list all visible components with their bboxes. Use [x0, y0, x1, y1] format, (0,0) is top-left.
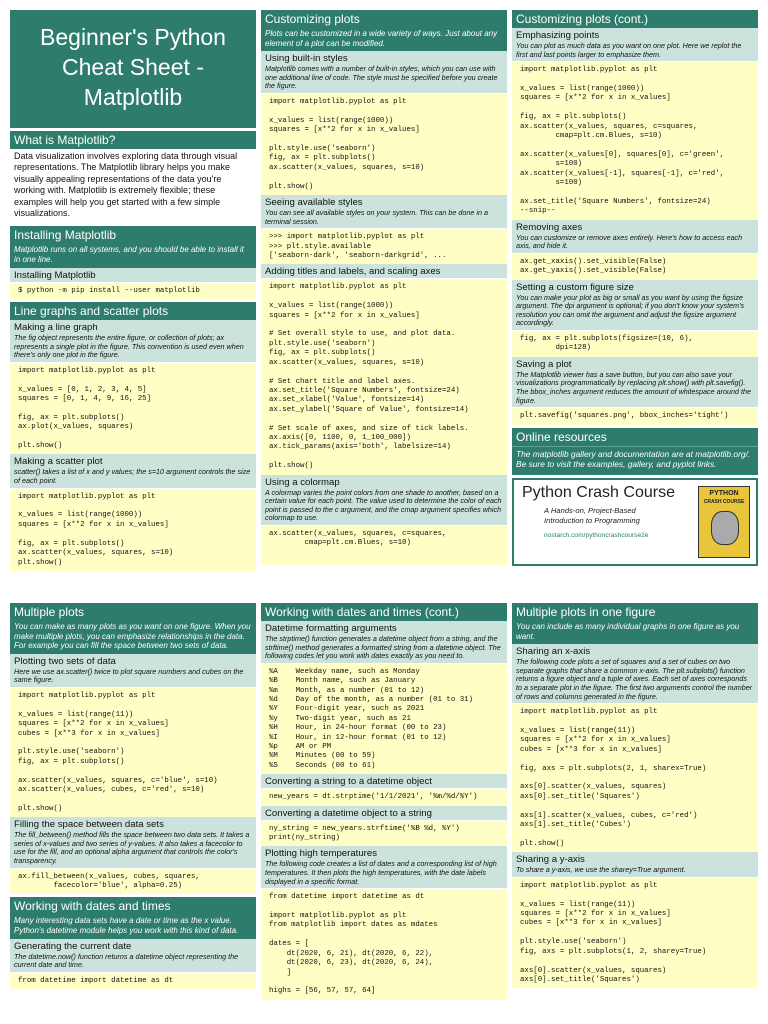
dt-to-str-code: ny_string = new_years.strftime('%B %d, %Y') print(ny_string) [261, 820, 507, 847]
dates-intro: Many interesting data sets have a date or time as the x value. Python's datetime module helps you work with this kind of data. [10, 915, 256, 938]
page-title: Beginner's Python Cheat Sheet - Matplotlib [10, 10, 256, 128]
sharing-y-sub: Sharing a y-axis [512, 852, 758, 866]
column-1-bottom [10, 603, 256, 989]
what-body: Data visualization involves exploring data through visual representations. The Matplotlib library helps you make visually appealing representations of the data you're working with. Matplotlib is extremely flexible; these examples will help you get started with a few simple visualizations. [10, 149, 256, 223]
multiple-plots-heading: Multiple plots [10, 603, 256, 621]
high-temps-code: from datetime import datetime as dt import matplotlib.pyplot as plt from matplotlib import dates as mdates dates = [ dt(2020, 6, 21), dt(2020, 6, 22), dt(2020, 6, 23), dt(2020, 6, 24), ] highs = [56, 57, 57, 64] [261, 888, 507, 999]
figsize-sub: Setting a custom figure size [512, 280, 758, 294]
plotting-two-code: import matplotlib.pyplot as plt x_values = list(range(11)) squares = [x**2 for x in x_values] cubes = [x**3 for x in x_values] plt.style.use('seaborn') fig, ax = plt.subplots() ax.scatter(x_values, squares, c='blue', s=10) ax.scatter(x_values, cubes, c='red', s=10) plt.show() [10, 687, 256, 817]
making-scatter-desc: scatter() takes a list of x and y values; the s=10 argument controls the size of each point. [10, 468, 256, 487]
figsize-desc: You can make your plot as big or small as you want by using the figsize argument. The dpi argument is optional; if you don't know your system's resolution you can omit the argument and adjust the figsize argument accordingly. [512, 294, 758, 330]
dates-cont-heading: Working with dates and times (cont.) [261, 603, 507, 621]
high-temps-desc: The following code creates a list of dates and a corresponding list of high temperatures. It then plots the high temperatures, with the date labels displayed in a specific format. [261, 860, 507, 888]
removing-code: ax.get_xaxis().set_visible(False) ax.get_yaxis().set_visible(False) [512, 253, 758, 280]
styles-code: >>> import matplotlib.pyplot as plt >>> plt.style.available ['seaborn-dark', 'seaborn-darkgrid', ... [261, 228, 507, 264]
making-line-code: import matplotlib.pyplot as plt x_values = [0, 1, 2, 3, 4, 5] squares = [0, 1, 4, 9, 16, 25] fig, ax = plt.subplots() ax.plot(x_values, squares) plt.show() [10, 362, 256, 455]
colormap-desc: A colormap varies the point colors from one shade to another, based on a certain value for each point. The value used to determine the color of each point is passed to the c argument, and the cmap argument specifies which colormap to use. [261, 489, 507, 525]
saving-desc: The Matplotlib viewer has a save button, but you can also save your visualizations programmatically by replacing plt.show() with plt.savefig(). The bbox_inches argument reduces the amount of whitespace around the figure. [512, 371, 758, 407]
book-label-1: PYTHON [709, 489, 739, 497]
dates-heading: Working with dates and times [10, 897, 256, 915]
filling-code: ax.fill_between(x_values, cubes, squares, facecolor='blue', alpha=0.25) [10, 868, 256, 895]
current-date-desc: The datetime.now() function returns a datetime object representing the current date and time. [10, 953, 256, 972]
customizing-intro: Plots can be customized in a wide variety of ways. Just about any element of a plot can be modified. [261, 28, 507, 51]
installing-heading: Installing Matplotlib [10, 226, 256, 244]
sharing-x-code: import matplotlib.pyplot as plt x_values = list(range(11)) squares = [x**2 for x in x_values] cubes = [x**3 for x in x_values] fig, axs = plt.subplots(2, 1, sharex=True) axs[0].scatter(x_values, squares) axs[0].set_title('Squares') axs[1].scatter(x_values, cubes, c='red') axs[1].set_title('Cubes') plt.show() [512, 703, 758, 852]
column-2-top [261, 10, 507, 565]
making-line-sub: Making a line graph [10, 320, 256, 334]
current-date-code: from datetime import datetime as dt [10, 972, 256, 989]
removing-desc: You can customize or remove axes entirely. Here's how to access each axis, and hide it. [512, 234, 758, 253]
filling-desc: The fill_between() method fills the space between two data sets. It takes a series of x-values and two series of y-values. It also takes a facecolor to use for the fill, and an optional alpha argument that controls the color's transparency. [10, 831, 256, 867]
sharing-y-code: import matplotlib.pyplot as plt x_values = list(range(11)) squares = [x**2 for x in x_values] cubes = [x**3 for x in x_values] plt.style.use('seaborn') fig, axs = plt.subplots(1, 2, sharey=True) axs[0].scatter(x_values, squares) axs[0].set_title('Squares') [512, 877, 758, 988]
robot-illustration-icon [711, 511, 739, 545]
titles-code: import matplotlib.pyplot as plt x_values = list(range(1000)) squares = [x**2 for x in x_values] # Set overall style to use, and plot data. plt.style.use('seaborn') fig, ax = plt.subplots() ax.scatter(x_values, squares, s=10) # Set chart title and label axes. ax.set_title('Square Numbers', fontsize=24) ax.set_xlabel('Value', fontsize=14) ax.set_ylabel('Square of Value', fontsize=14) # Set scale of axes, and size of tick labels. ax.axis([0, 1100, 0, 1_100_000]) ax.tick_params(axis='both', labelsize=14) plt.show() [261, 278, 507, 474]
pcc-subtitle-1: A Hands-on, Project-Based [544, 505, 636, 515]
colormap-sub: Using a colormap [261, 475, 507, 489]
builtin-desc: Matplotlib comes with a number of built-in styles, which you can use with one additional line of code. The style must be specified before you create the figure. [261, 65, 507, 93]
builtin-sub: Using built-in styles [261, 51, 507, 65]
installing-code: $ python -m pip install --user matplotlib [10, 282, 256, 299]
emphasizing-desc: You can plot as much data as you want on one plot. Here we replot the first and last points larger to emphasize them. [512, 42, 758, 61]
python-crash-course-ad[interactable] [512, 478, 758, 566]
making-scatter-code: import matplotlib.pyplot as plt x_values = list(range(1000)) squares = [x**2 for x in x_values] fig, ax = plt.subplots() ax.scatter(x_values, squares, s=10) plt.show() [10, 488, 256, 571]
making-line-desc: The fig object represents the entire figure, or collection of plots; ax represents a single plot in the figure. This convention is used even when there's only one plot in the figure. [10, 334, 256, 362]
customizing-heading: Customizing plots [261, 10, 507, 28]
line-graphs-heading: Line graphs and scatter plots [10, 302, 256, 320]
saving-sub: Saving a plot [512, 357, 758, 371]
formatting-desc: The strptime() function generates a datetime object from a string, and the strftime() method generates a formatted string from a datetime object. The following codes let you work with dates exactly as you need to. [261, 635, 507, 663]
formatting-code: %A Weekday name, such as Monday %B Month name, such as January %m Month, as a number (01 to 12) %d Day of the month, as a number (01 to 31) %Y Four-digit year, such as 2021 %y Two-digit year, such as 21 %H Hour, in 24-hour format (00 to 23) %I Hour, in 12-hour format (01 to 12) %p AM or PM %M Minutes (00 to 59) %S Seconds (00 to 61) [261, 663, 507, 774]
online-resources [512, 428, 758, 475]
plotting-two-sub: Plotting two sets of data [10, 654, 256, 668]
customizing-cont-heading: Customizing plots (cont.) [512, 10, 758, 28]
sharing-y-desc: To share a y-axis, we use the sharey=True argument. [512, 866, 758, 877]
column-1-top [10, 10, 256, 571]
making-scatter-sub: Making a scatter plot [10, 454, 256, 468]
book-cover-image [698, 486, 750, 558]
str-to-dt-sub: Converting a string to a datetime object [261, 774, 507, 788]
what-heading: What is Matplotlib? [10, 131, 256, 149]
sharing-x-desc: The following code plots a set of squares and a set of cubes on two separate graphs that share a common x-axis. The plt.subplots() function returns a figure object and a tuple of axes. Each set of axes corresponds to a separate plot in the figure. The first two arguments control the number of rows and columns generated in the figure. [512, 658, 758, 703]
saving-code: plt.savefig('squares.png', bbox_inches='tight') [512, 407, 758, 424]
installing-sub: Installing Matplotlib [10, 268, 256, 282]
colormap-code: ax.scatter(x_values, squares, c=squares, cmap=plt.cm.Blues, s=10) [261, 525, 507, 565]
current-date-sub: Generating the current date [10, 939, 256, 953]
emphasizing-code: import matplotlib.pyplot as plt x_values = list(range(1000)) squares = [x**2 for x in x_values] fig, ax = plt.subplots() ax.scatter(x_values, squares, c=squares, cmap=plt.cm.Blues, s=10) ax.scatter(x_values[0], squares[0], c='green', s=100) ax.scatter(x_values[-1], squares[-1], c='red', s=100) ax.set_title('Square Numbers', fontsize=24) --snip-- [512, 61, 758, 220]
emphasizing-sub: Emphasizing points [512, 28, 758, 42]
removing-sub: Removing axes [512, 220, 758, 234]
online-heading: Online resources [512, 428, 758, 447]
column-2-bottom [261, 603, 507, 1000]
str-to-dt-code: new_years = dt.strptime('1/1/2021', '%m/%d/%Y') [261, 788, 507, 805]
column-3-bottom [512, 603, 758, 988]
pcc-title: Python Crash Course [522, 483, 675, 501]
plotting-two-desc: Here we use ax.scatter() twice to plot square numbers and cubes on the same figure. [10, 668, 256, 687]
online-body: The matplotlib gallery and documentation are at matplotlib.org/. Be sure to visit the examples, gallery, and pyplot links. [516, 448, 751, 469]
sharing-x-sub: Sharing an x-axis [512, 644, 758, 658]
pcc-url-link[interactable]: nostarch.com/pythoncrashcourse2e [544, 531, 649, 539]
styles-desc: You can see all available styles on your system. This can be done in a terminal session. [261, 209, 507, 228]
figsize-code: fig, ax = plt.subplots(figsize=(10, 6), dpi=128) [512, 330, 758, 357]
column-3-top [512, 10, 758, 566]
formatting-sub: Datetime formatting arguments [261, 621, 507, 635]
pcc-subtitle-2: Introduction to Programming [544, 515, 640, 525]
multiple-plots-intro: You can make as many plots as you want on one figure. When you make multiple plots, you can emphasize relationships in the data. For example you can fill the space between two sets of data. [10, 621, 256, 654]
book-label-2: CRASH COURSE [703, 498, 745, 505]
titles-sub: Adding titles and labels, and scaling axes [261, 264, 507, 278]
multi-one-fig-heading: Multiple plots in one figure [512, 603, 758, 621]
installing-intro: Matplotlib runs on all systems, and you should be able to install it in one line. [10, 244, 256, 267]
styles-sub: Seeing available styles [261, 195, 507, 209]
multi-one-fig-intro: You can include as many individual graphs in one figure as you want. [512, 621, 758, 644]
high-temps-sub: Plotting high temperatures [261, 846, 507, 860]
dt-to-str-sub: Converting a datetime object to a string [261, 806, 507, 820]
filling-sub: Filling the space between data sets [10, 817, 256, 831]
builtin-code: import matplotlib.pyplot as plt x_values = list(range(1000)) squares = [x**2 for x in x_values] plt.style.use('seaborn') fig, ax = plt.subplots() ax.scatter(x_values, squares, s=10) plt.show() [261, 93, 507, 195]
